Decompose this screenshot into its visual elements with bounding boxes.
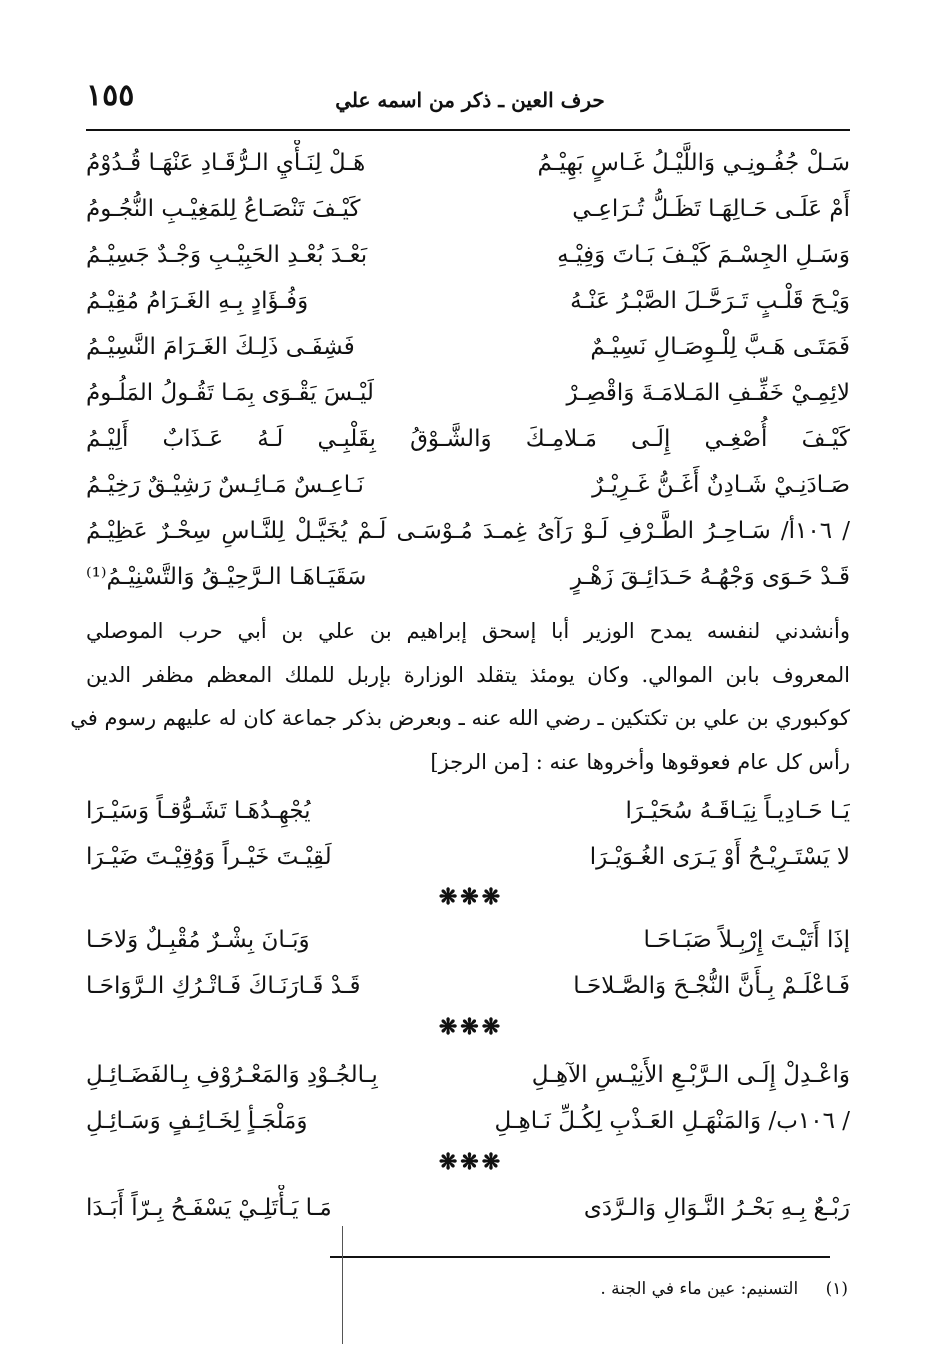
verse-second-hemistich: قَـدْ قَـارَنَـاكَ فَـاتْـرُكِ الـرَّوَاحَـا <box>86 973 361 999</box>
verse-first-hemistich: رَبْـعٌ بِـهِ بَحْـرُ النَّـوَالِ وَالـرَّدَى <box>583 1195 850 1221</box>
verse-line <box>86 462 850 508</box>
verse-line <box>86 554 850 600</box>
verse-first-hemistich: لا يَسْتَـرِيْـحُ أَوْ يَـرَى الغُـوَيْـرَا <box>589 844 850 870</box>
verse-line <box>86 186 850 232</box>
footnote-text: التسنيم: عين ماء في الجنة . <box>600 1279 799 1299</box>
running-head: حرف العين ـ ذكر من اسمه علي <box>335 88 605 112</box>
verse-line <box>86 834 850 880</box>
verse-line-full: كَيْـفَ أُصْغِـي إِلَـى مَـلامِـكَ وَالشَّـوْقُ بِقَلْبِـي لَـهُ عَـذَابٌ أَلِيْـمُ <box>86 426 850 452</box>
verse-line <box>86 788 850 834</box>
verse-line <box>86 963 850 1009</box>
poem-2-group-4 <box>86 1185 850 1231</box>
section-separator-stars: ❋❋❋ <box>438 1014 504 1040</box>
verse-second-hemistich: سَقَيَـاهَـا الـرَّحِيْـقُ وَالتَّسْنِيْـمُ⁽¹⁾ <box>86 564 367 590</box>
poem-1 <box>86 140 850 600</box>
verse-first-hemistich: وَسَـلِ الجِسْـمَ كَيْـفَ بَـاتَ وَفِيْـهِ <box>557 242 850 268</box>
verse-second-hemistich: هَـلْ لِنَـأْيِ الـرُّقَـادِ عَنْهَـا قُـدُوْمُ <box>86 150 366 176</box>
prose-line: كوكبوري بن علي بن تكتكين ـ رضي الله عنه ـ وبعرض بذكر جماعة كان له عليهم رسوم في <box>70 706 850 730</box>
verse-first-hemistich: وَاعْـدِلْ إِلَـى الـرَّبْـعِ الأَنِيْـسِ الآهِـلِ <box>531 1062 850 1088</box>
verse-line <box>86 1052 850 1098</box>
verse-second-hemistich: كَيْـفَ تَنْصَـاعُ لِلمَغِيْـبِ النُّجُـومُ <box>86 196 361 222</box>
prose-paragraph <box>70 610 850 784</box>
verse-second-hemistich: مَـا يَـأْتَلِـيْ يَسْفَـحُ بِـرّاً أَبَـدَا <box>86 1195 332 1221</box>
verse-second-hemistich: وَمَلْجَـأٍ لِخَـائِـفٍ وَسَـائِـلِ <box>86 1108 308 1134</box>
header-rule <box>86 129 850 131</box>
prose-line: المعروف بابن الموالي. وكان يومئذ يتقلد الوزارة بإربل للملك المعظم مظفر الدين <box>86 662 850 687</box>
footnote-number: (١) <box>825 1279 848 1299</box>
verse-first-hemistich: صَـادَنِـيْ شَـادِنٌ أَغَـنُّ غَـرِيْـرٌ <box>592 472 850 498</box>
prose-line: وأنشدني لنفسه يمدح الوزير أبا إسحق إبراهيم بن علي بن أبي حرب الموصلي <box>86 619 850 643</box>
verse-first-hemistich: / ١٠٦ب/ وَالمَنْهَـلِ العَـذْبِ لِكُـلِّ نَـاهِـلِ <box>494 1108 850 1134</box>
verse-second-hemistich: بِـالجُـوْدِ وَالمَعْـرُوْفِ بِـالفَضَـائِـلِ <box>86 1062 378 1088</box>
verse-line <box>86 140 850 186</box>
verse-first-hemistich: إذَا أَتَيْـتَ إِرْبِـلاً صَبَـاحَـا <box>643 927 850 953</box>
verse-line-manuscript-marker: / ١٠٦أ/ سَـاحِـرُ الطَّـرْفِ لَـوْ رَآىُ غِمـدَ مُـوْسَـى لَـمْ يُخَيَّـلْ لِلنَّـاسِ سِحْـرٌ عَظِيْـمُ <box>86 518 850 544</box>
section-separator-stars: ❋❋❋ <box>438 884 504 910</box>
verse-line <box>86 917 850 963</box>
footnote-rule <box>330 1256 830 1258</box>
section-separator-stars: ❋❋❋ <box>438 1149 504 1175</box>
prose-line: رأس كل عام فعوقوها وأخروها عنه : [من الرجز] <box>430 749 850 774</box>
poem-2-group-3 <box>86 1052 850 1144</box>
verse-second-hemistich: يُجْهِـدُهَـا تَشَـوُّقـاً وَسَيْـرَا <box>86 798 311 824</box>
verse-first-hemistich: سَـلْ جُفُـونِـي وَاللَّيْـلُ غَـاسٍ بَهِيْـمُ <box>537 150 850 176</box>
verse-line <box>86 278 850 324</box>
verse-line <box>86 1185 850 1231</box>
verse-first-hemistich: أَمْ عَلَـى حَـالِهَـا تَظَـلُّ تُـرَاعِـي <box>572 196 850 222</box>
verse-line <box>86 232 850 278</box>
verse-second-hemistich: وَبَـانَ بِشْـرٌ مُقْبِـلٌ وَلاحَـا <box>86 927 310 953</box>
verse-line <box>86 370 850 416</box>
verse-first-hemistich: يَـا حَـادِيـاً نِيَـاقَـهُ سُحَيْـرَا <box>625 798 850 824</box>
poem-2-group-2 <box>86 917 850 1009</box>
verse-first-hemistich: وَيْـحَ قَلْـبٍ تَـرَحَّـلَ الصَّبْـرُ عَنْـهُ <box>570 288 850 314</box>
verse-second-hemistich: لَيْـسَ يَقْـوَى بِمَـا تَقُـولُ المَلُـومُ <box>86 380 374 406</box>
poem-2-group-1 <box>86 788 850 880</box>
verse-line <box>86 324 850 370</box>
footnote <box>300 1279 848 1299</box>
verse-second-hemistich: نَـاعِـسٌ مَـائِـسٌ رَشِيْـقٌ رَخِيْـمُ <box>86 472 364 498</box>
verse-first-hemistich: فَمَتَـى هَـبَّ لِلْـوِصَـالِ نَسِيْـمٌ <box>590 334 850 360</box>
verse-second-hemistich: بَعْـدَ بُعْـدِ الحَبِيْـبِ وَجْـدٌ جَسِيْـمُ <box>86 242 368 268</box>
verse-second-hemistich: وَفُـؤَادٍ بِـهِ الغَـرَامُ مُقِيْـمُ <box>86 288 309 314</box>
page-number: ١٥٥ <box>86 78 135 113</box>
verse-first-hemistich: لائِمِـيْ خَفِّـفِ المَـلامَـةَ وَاقْصِـرْ <box>566 380 850 406</box>
verse-second-hemistich: لَقِيْـتَ خَيْـراً وَوُقِيْـتَ ضَيْـرَا <box>86 844 332 870</box>
verse-first-hemistich: فَـاعْلَـمْ بِـأَنَّ النُّجْـحَ وَالصَّـلاحَـا <box>573 973 850 999</box>
verse-first-hemistich: قَـدْ حَـوَى وَجْهُـهُ حَـدَائِـقَ زَهْـرٍ <box>570 564 850 590</box>
verse-line <box>86 1098 850 1144</box>
verse-second-hemistich: فَشِفَـى ذَلِـكَ الغَـرَامَ النَّسِيْـمُ <box>86 334 355 360</box>
